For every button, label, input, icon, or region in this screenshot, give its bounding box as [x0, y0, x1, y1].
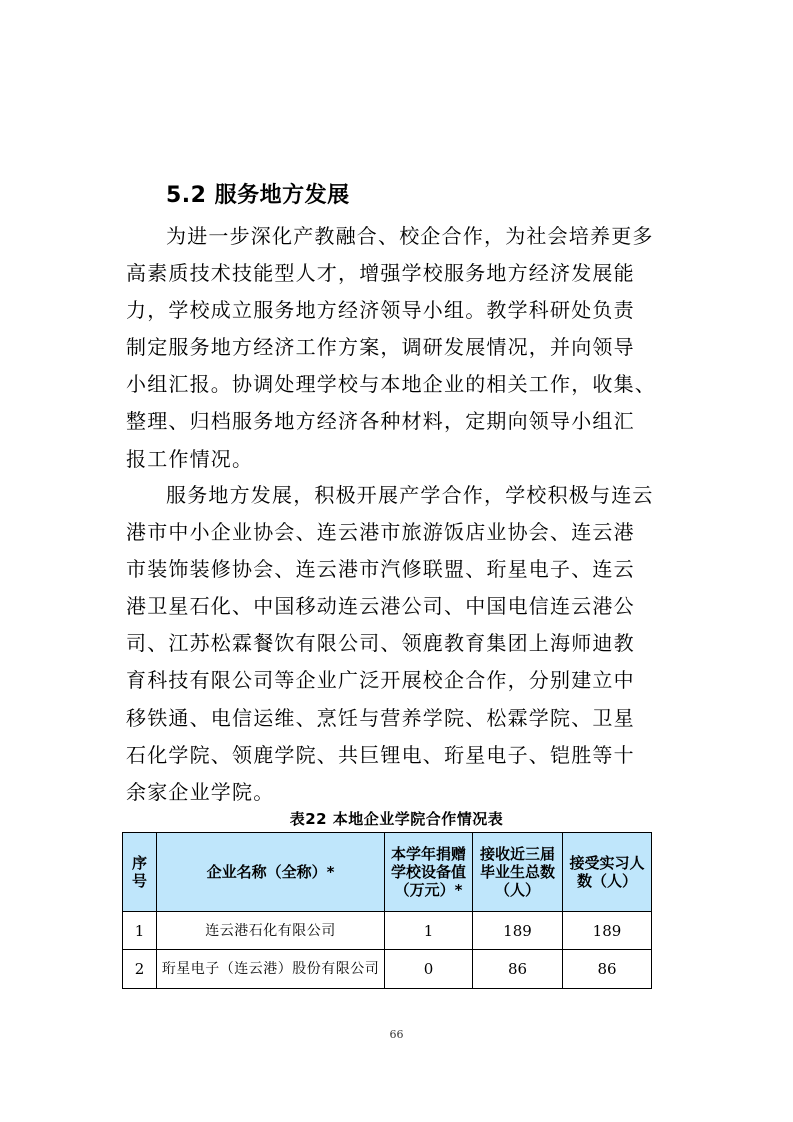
header-graduates: 接收近三届毕业生总数（人） [473, 833, 563, 912]
paragraph-line: 报工作情况。 [126, 446, 254, 471]
table-caption: 表22 本地企业学院合作情况表 [289, 810, 504, 828]
header-serial-no: 序号 [123, 833, 157, 912]
cell-graduates: 86 [473, 950, 563, 989]
paragraph-line: 市装饰装修协会、连云港市汽修联盟、珩星电子、连云 [126, 557, 635, 582]
paragraph-line: 育科技有限公司等企业广泛开展校企合作，分别建立中 [126, 668, 635, 693]
cell-donation: 1 [385, 912, 473, 950]
paragraph-line: 力，学校成立服务地方经济领导小组。教学科研处负责 [126, 298, 635, 323]
paragraph-line: 服务地方发展，积极开展产学合作，学校积极与连云 [166, 483, 654, 507]
paragraph-line: 港市中小企业协会、连云港市旅游饭店业协会、连云港 [126, 520, 635, 545]
paragraph-line: 小组汇报。协调处理学校与本地企业的相关工作，收集、 [126, 372, 656, 397]
cell-graduates: 189 [473, 912, 563, 950]
paragraph-line: 制定服务地方经济工作方案，调研发展情况，并向领导 [126, 335, 635, 360]
paragraph-line: 港卫星石化、中国移动连云港公司、中国电信连云港公 [126, 594, 635, 619]
paragraph-line: 高素质技术技能型人才，增强学校服务地方经济发展能 [126, 261, 635, 286]
paragraph-line: 整理、归档服务地方经济各种材料，定期向领导小组汇 [126, 409, 635, 434]
header-interns: 接受实习人数（人） [563, 833, 652, 912]
cooperation-table [122, 832, 652, 989]
section-heading: 5.2 服务地方发展 [166, 183, 350, 208]
cell-donation: 0 [385, 950, 473, 989]
cell-serial-no: 1 [123, 912, 157, 950]
paragraph-line: 移铁通、电信运维、烹饪与营养学院、松霖学院、卫星 [126, 705, 635, 730]
table-row [123, 950, 652, 989]
paragraph-2 [126, 477, 666, 811]
table-header-row [123, 833, 652, 912]
cell-company-name: 珩星电子（连云港）股份有限公司 [157, 950, 385, 989]
header-donation: 本学年捐赠学校设备值（万元）* [385, 833, 473, 912]
paragraph-line: 石化学院、领鹿学院、共巨锂电、珩星电子、铠胜等十 [126, 742, 635, 767]
table-row [123, 912, 652, 950]
cell-serial-no: 2 [123, 950, 157, 989]
paragraph-line: 为进一步深化产教融合、校企合作，为社会培养更多 [166, 224, 654, 248]
paragraph-line: 司、江苏松霖餐饮有限公司、领鹿教育集团上海师迪教 [126, 631, 635, 656]
paragraph-line: 余家企业学院。 [126, 779, 275, 804]
page-number: 66 [389, 1028, 404, 1041]
cell-interns: 189 [563, 912, 652, 950]
cell-company-name: 连云港石化有限公司 [157, 912, 385, 950]
header-company-name: 企业名称（全称）* [157, 833, 385, 912]
cell-interns: 86 [563, 950, 652, 989]
paragraph-1 [126, 218, 666, 478]
